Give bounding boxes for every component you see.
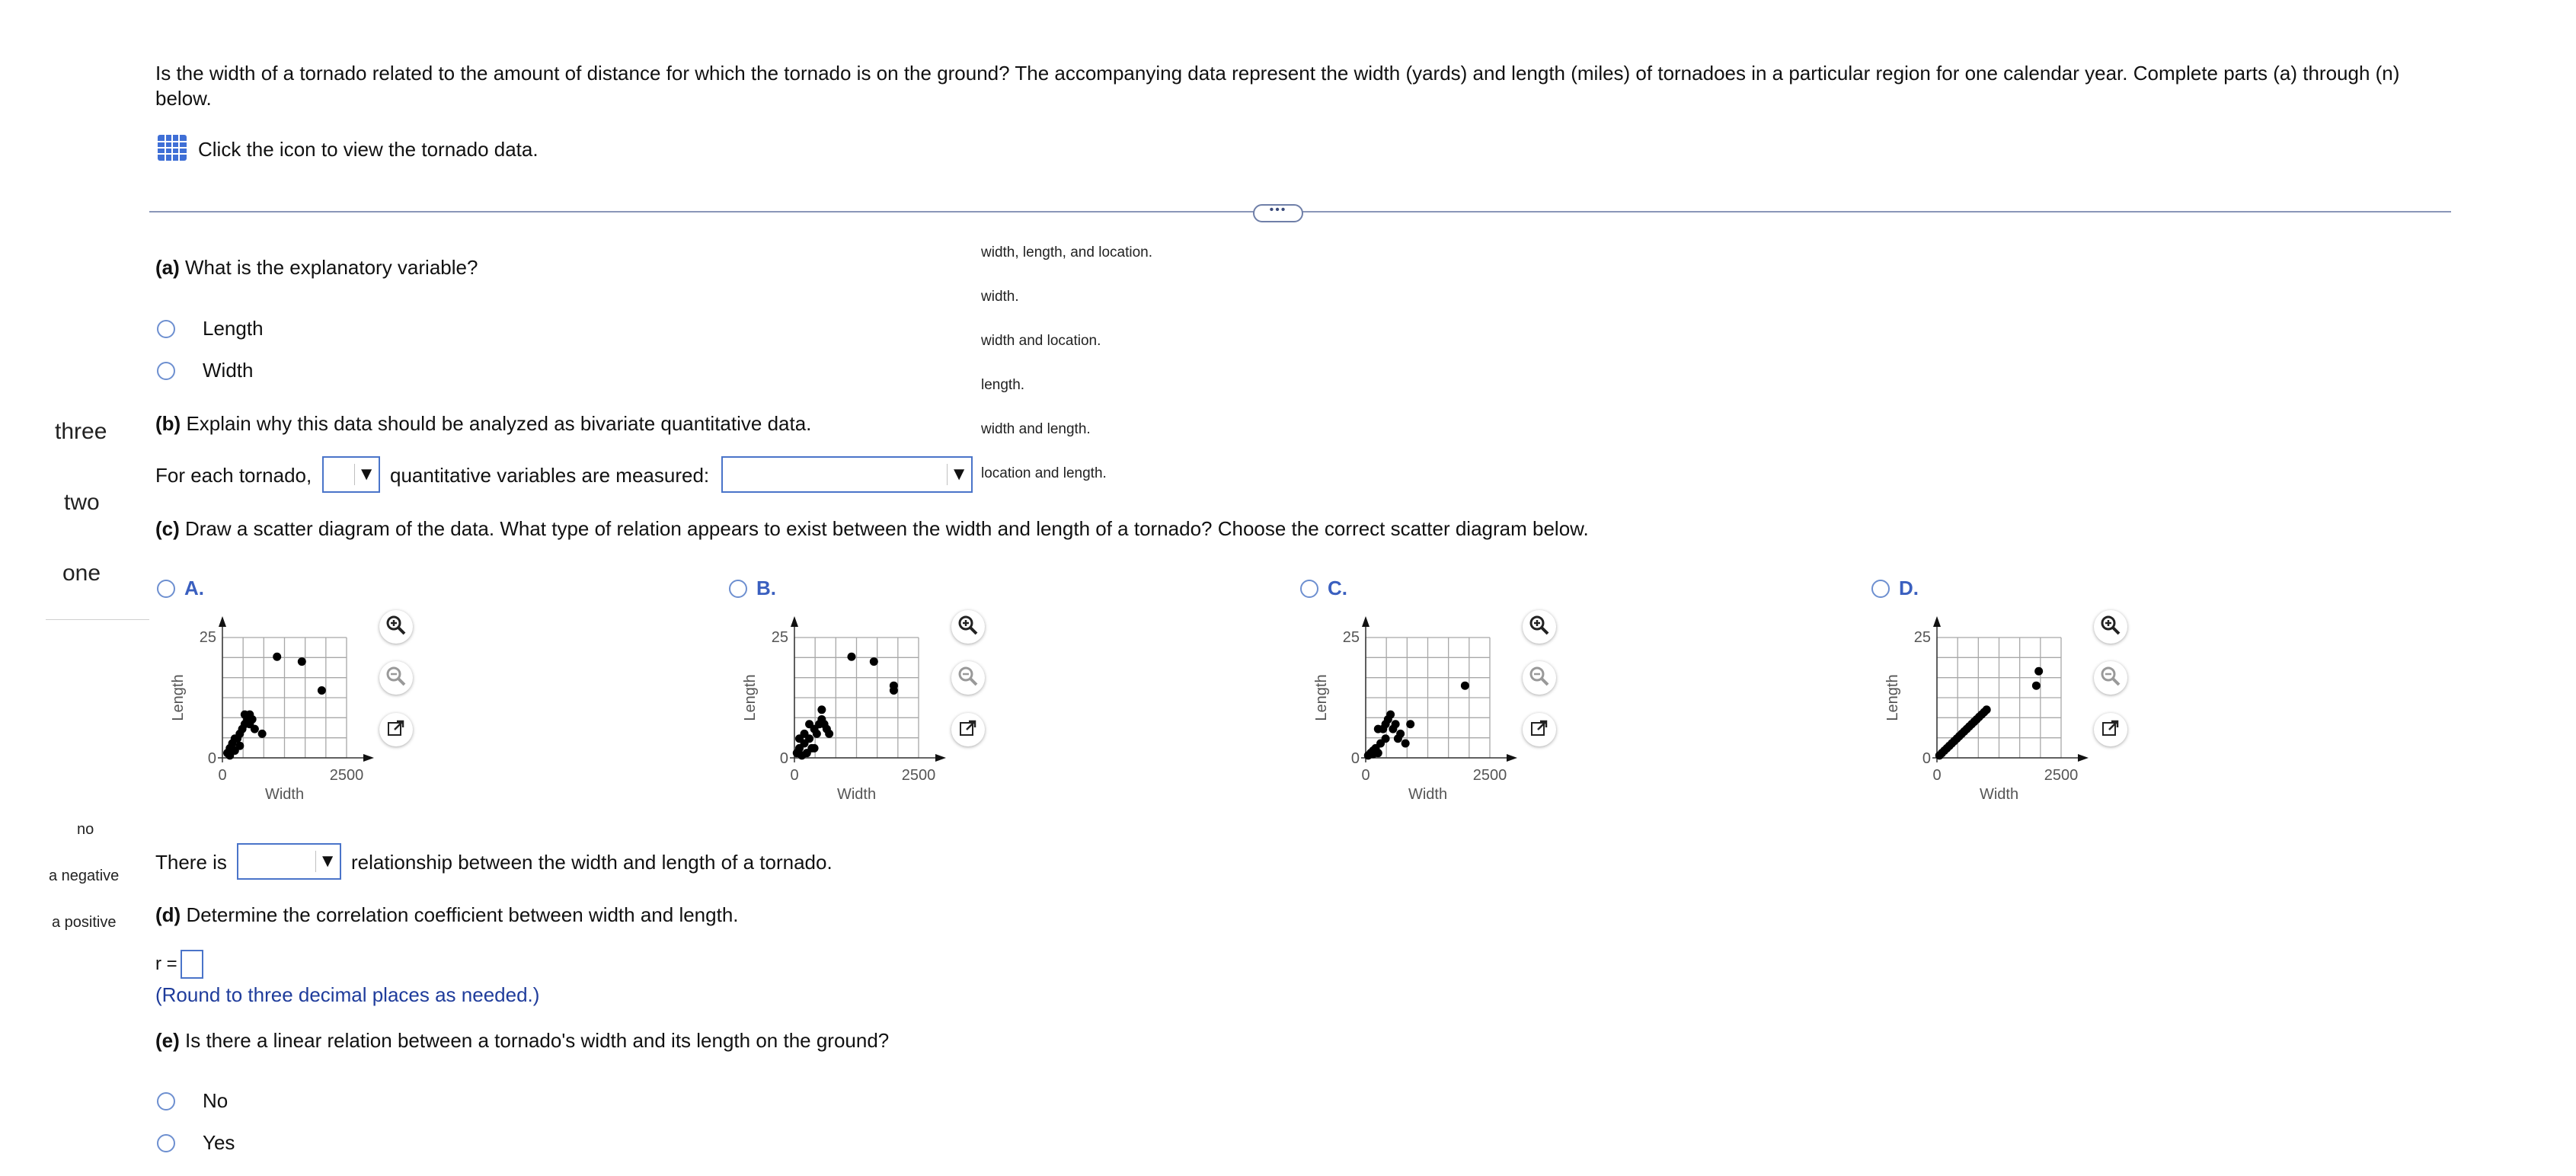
x-tick-label: 2500 xyxy=(329,767,364,784)
data-point xyxy=(225,751,234,759)
variable-option-4[interactable]: length. xyxy=(981,377,1025,393)
data-point xyxy=(1396,730,1405,738)
option-b-label: B. xyxy=(756,577,776,599)
part-d-label: (d) xyxy=(155,903,181,926)
y-tick-label: 0 xyxy=(207,750,216,767)
part-e-label: (e) xyxy=(155,1029,180,1052)
data-point xyxy=(318,686,326,695)
option-c[interactable] xyxy=(1300,577,1347,600)
data-point xyxy=(258,730,267,738)
data-link[interactable] xyxy=(157,134,539,165)
data-point xyxy=(810,744,819,753)
radio-d[interactable] xyxy=(1871,580,1890,598)
relation-option-positive[interactable]: a positive xyxy=(52,914,117,931)
variables-dropdown[interactable] xyxy=(721,456,973,493)
zoom-in-button[interactable] xyxy=(379,610,413,644)
relation-sentence-end: relationship between the width and length of a tornado. xyxy=(351,851,833,874)
option-length-label: Length xyxy=(203,317,264,340)
dropdown-arrow-icon: ▼ xyxy=(947,464,968,485)
scatter-plot-a xyxy=(160,606,381,811)
data-point xyxy=(805,720,813,728)
data-point xyxy=(817,705,826,714)
option-no[interactable] xyxy=(157,1089,228,1113)
data-point xyxy=(795,734,804,743)
zoom-out-button[interactable] xyxy=(951,661,985,695)
option-width-label: Width xyxy=(203,359,254,382)
part-b-sentence-start: For each tornado, xyxy=(155,464,312,487)
data-link-text[interactable]: Click the icon to view the tornado data. xyxy=(198,138,539,161)
part-e-question xyxy=(155,1029,889,1053)
option-a-label: A. xyxy=(184,577,204,599)
table-icon[interactable] xyxy=(157,134,187,165)
option-c-label: C. xyxy=(1328,577,1347,599)
data-point xyxy=(847,653,855,661)
data-point xyxy=(1392,720,1400,728)
x-axis-arrow xyxy=(1507,754,1517,762)
external-link-icon xyxy=(958,718,978,742)
part-e-text: Is there a linear relation between a tornado's width and its length on the ground? xyxy=(185,1029,890,1052)
rounding-hint: (Round to three decimal places as needed.) xyxy=(155,983,540,1006)
x-axis-arrow xyxy=(935,754,946,762)
part-b-sentence-mid: quantitative variables are measured: xyxy=(390,464,710,487)
relation-sentence-start: There is xyxy=(155,851,227,874)
y-axis-arrow xyxy=(1933,616,1941,627)
data-point xyxy=(870,657,878,666)
data-point xyxy=(1374,725,1382,733)
option-length[interactable] xyxy=(157,317,264,340)
external-link-icon xyxy=(386,718,406,742)
external-link-icon xyxy=(2101,718,2121,742)
count-option-one[interactable]: one xyxy=(62,561,101,586)
zoom-out-button[interactable] xyxy=(2094,661,2127,695)
part-c-label: (c) xyxy=(155,517,180,540)
data-point xyxy=(1369,749,1377,758)
radio-width[interactable] xyxy=(157,362,175,380)
part-c-question xyxy=(155,517,1589,541)
count-option-three[interactable]: three xyxy=(55,419,107,444)
data-point xyxy=(273,653,281,661)
variable-option-5[interactable]: width and length. xyxy=(981,421,1091,437)
zoom-out-icon xyxy=(385,665,407,692)
x-tick-label: 0 xyxy=(218,767,227,784)
part-b-question xyxy=(155,412,811,436)
scatter-plot-b xyxy=(732,606,953,811)
zoom-out-icon xyxy=(1528,665,1551,692)
variable-option-3[interactable]: width and location. xyxy=(981,333,1101,349)
relation-option-no[interactable]: no xyxy=(77,821,94,838)
y-axis-arrow xyxy=(219,616,226,627)
option-d[interactable] xyxy=(1871,577,1919,600)
part-b-label: (b) xyxy=(155,412,181,435)
zoom-out-button[interactable] xyxy=(1523,661,1556,695)
zoom-in-button[interactable] xyxy=(2094,610,2127,644)
part-b-text: Explain why this data should be analyzed as bivariate quantitative data. xyxy=(186,412,812,435)
variable-option-1[interactable]: width, length, and location. xyxy=(981,244,1152,260)
part-a-question xyxy=(155,256,478,280)
r-input[interactable] xyxy=(181,950,203,979)
dropdown-arrow-icon: ▼ xyxy=(315,851,337,872)
x-axis-label: Width xyxy=(836,786,877,803)
data-point xyxy=(231,734,239,743)
zoom-in-button[interactable] xyxy=(951,610,985,644)
variable-option-6[interactable]: location and length. xyxy=(981,465,1107,481)
open-window-button[interactable] xyxy=(379,713,413,746)
relation-dropdown[interactable] xyxy=(237,843,341,880)
x-tick-label: 2500 xyxy=(1472,767,1507,784)
y-axis-arrow xyxy=(791,616,798,627)
option-width[interactable] xyxy=(157,359,253,382)
data-point xyxy=(251,725,259,733)
part-d-text: Determine the correlation coefficient between width and length. xyxy=(186,903,739,926)
dropdown-arrow-icon: ▼ xyxy=(354,464,376,485)
open-window-button[interactable] xyxy=(951,713,985,746)
zoom-in-icon xyxy=(1528,614,1551,641)
y-axis-label: Length xyxy=(170,674,187,721)
data-point xyxy=(813,730,821,738)
y-axis-label: Length xyxy=(742,674,759,721)
data-point xyxy=(1382,734,1390,743)
count-dropdown[interactable] xyxy=(322,456,380,493)
x-tick-label: 0 xyxy=(1932,767,1942,784)
y-tick-label: 0 xyxy=(1350,750,1360,767)
y-tick-label: 25 xyxy=(771,629,788,646)
option-yes-label: Yes xyxy=(203,1131,235,1154)
zoom-out-icon xyxy=(957,665,980,692)
option-b[interactable] xyxy=(729,577,776,600)
option-no-label: No xyxy=(203,1089,229,1112)
x-axis-arrow xyxy=(363,754,374,762)
part-a-text: What is the explanatory variable? xyxy=(185,256,478,279)
part-d-question xyxy=(155,903,739,927)
y-tick-label: 25 xyxy=(1342,629,1360,646)
y-tick-label: 0 xyxy=(779,750,788,767)
open-window-button[interactable] xyxy=(2094,713,2127,746)
open-window-button[interactable] xyxy=(1523,713,1556,746)
zoom-in-button[interactable] xyxy=(1523,610,1556,644)
option-yes[interactable] xyxy=(157,1131,235,1155)
data-point xyxy=(825,730,833,738)
x-axis-label: Width xyxy=(1408,786,1448,803)
x-axis-arrow xyxy=(2078,754,2089,762)
intro-text: Is the width of a tornado related to the amount of distance for which the tornado is on the ground? The accompanying data represent the width (yards) and length (miles) of tornadoes in a particular region for one calendar year. Complete parts (a) through (n) below. xyxy=(155,62,2400,110)
y-tick-label: 25 xyxy=(1913,629,1931,646)
scatter-plot-d xyxy=(1874,606,2095,811)
scatter-plot-c xyxy=(1303,606,1524,811)
part-c-text: Draw a scatter diagram of the data. What type of relation appears to exist between the width and length of a tornado? Choose the correct scatter diagram below. xyxy=(185,517,1589,540)
zoom-out-button[interactable] xyxy=(379,661,413,695)
radio-no[interactable] xyxy=(157,1092,175,1110)
data-point xyxy=(890,686,898,695)
zoom-in-icon xyxy=(2099,614,2122,641)
r-row xyxy=(155,950,203,979)
x-axis-label: Width xyxy=(264,786,305,803)
x-tick-label: 0 xyxy=(790,767,799,784)
option-a[interactable] xyxy=(157,577,204,600)
part-a-label: (a) xyxy=(155,256,180,279)
data-point xyxy=(1406,720,1414,728)
zoom-in-icon xyxy=(957,614,980,641)
data-point xyxy=(298,657,306,666)
y-axis-label: Length xyxy=(1884,674,1901,721)
data-point xyxy=(245,711,254,719)
count-option-two[interactable]: two xyxy=(64,490,100,515)
y-tick-label: 0 xyxy=(1922,750,1931,767)
option-d-label: D. xyxy=(1899,577,1919,599)
radio-c[interactable] xyxy=(1300,580,1318,598)
side-list-divider xyxy=(46,619,149,620)
radio-b[interactable] xyxy=(729,580,747,598)
data-point xyxy=(1386,711,1395,719)
x-tick-label: 2500 xyxy=(901,767,936,784)
r-label: r = xyxy=(155,954,177,974)
x-tick-label: 0 xyxy=(1361,767,1370,784)
y-axis-label: Length xyxy=(1313,674,1330,721)
data-point xyxy=(1401,740,1410,748)
data-point xyxy=(235,742,244,750)
y-axis-arrow xyxy=(1362,616,1369,627)
radio-yes[interactable] xyxy=(157,1134,175,1152)
data-point xyxy=(2034,667,2043,676)
zoom-in-icon xyxy=(385,614,407,641)
relation-option-negative[interactable]: a negative xyxy=(49,868,120,884)
data-point xyxy=(2032,682,2041,690)
collapse-handle[interactable]: ••• xyxy=(1253,204,1303,222)
x-tick-label: 2500 xyxy=(2044,767,2079,784)
y-tick-label: 25 xyxy=(199,629,216,646)
external-link-icon xyxy=(1529,718,1549,742)
radio-length[interactable] xyxy=(157,320,175,338)
zoom-out-icon xyxy=(2099,665,2122,692)
data-point xyxy=(1461,682,1469,690)
x-axis-label: Width xyxy=(1979,786,2019,803)
radio-a[interactable] xyxy=(157,580,175,598)
data-point xyxy=(1983,705,1991,714)
variable-option-2[interactable]: width. xyxy=(981,289,1019,305)
